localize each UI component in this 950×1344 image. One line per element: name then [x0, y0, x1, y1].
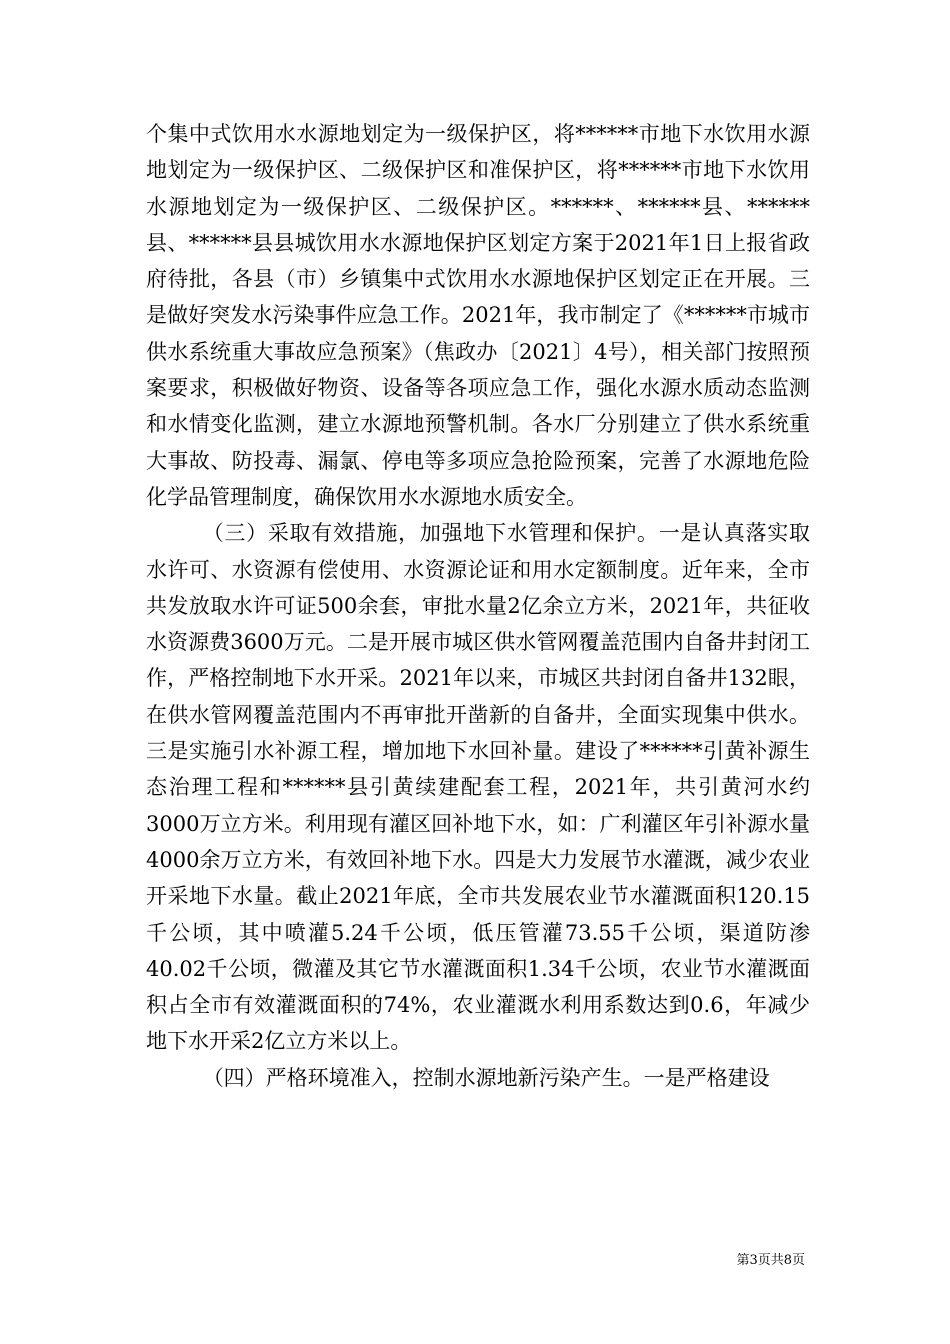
- paragraph-water-source-protection: 个集中式饮用水水源地划定为一级保护区，将******市地下水饮用水源地划定为一级保护区、二级保护区和准保护区，将******市地下水饮用水源地划定为一级保护区、二级保护区。******、******县、******县、******县县城饮用水水源地保护区划定方案于2021年1日上报省政府待批，各县（市）乡镇集中式饮用水水源地保护区划定正在开展。三是做好突发水污染事件应急工作。2021年，我市制定了《******市城市供水系统重大事故应急预案》（焦政办〔2021〕4号），相关部门按照预案要求，积极做好物资、设备等各项应急工作，强化水源水质动态监测和水情变化监测，建立水源地预警机制。各水厂分别建立了供水系统重大事故、防投毒、漏氯、停电等多项应急抢险预案，完善了水源地危险化学品管理制度，确保饮用水水源地水质安全。: [146, 122, 810, 509]
- document-body: [146, 116, 810, 1096]
- page-number-footer: 第3页共8页: [736, 1253, 805, 1268]
- paragraph-environmental-access: （四）严格环境准入，控制水源地新污染产生。一是严格建设: [202, 1065, 770, 1090]
- paragraph-groundwater-management: （三）采取有效措施，加强地下水管理和保护。一是认真落实取水许可、水资源有偿使用、水资源论证和用水定额制度。近年来，全市共发放取水许可证500余套，审批水量2亿余立方米，2021年，共征收水资源费3600万元。二是开展市城区供水管网覆盖范围内自备井封闭工作，严格控制地下水开采。2021年以来，市城区共封闭自备井132眼，在供水管网覆盖范围内不再审批开凿新的自备井，全面实现集中供水。三是实施引水补源工程，增加地下水回补量。建设了******引黄补源生态治理工程和******县引黄续建配套工程，2021年，共引黄河水约3000万立方米。利用现有灌区回补地下水，如：广利灌区年引补源水量4000余万立方米，有效回补地下水。四是大力发展节水灌溉，减少农业开采地下水量。截止2021年底，全市共发展农业节水灌溉面积120.15千公顷，其中喷灌5.24千公顷，低压管灌73.55千公顷，渠道防渗40.02千公顷，微灌及其它节水灌溉面积1.34千公顷，农业节水灌溉面积占全市有效灌溉面积的74%，农业灌溉水利用系数达到0.6，年减少地下水开采2亿立方米以上。: [146, 521, 810, 1054]
